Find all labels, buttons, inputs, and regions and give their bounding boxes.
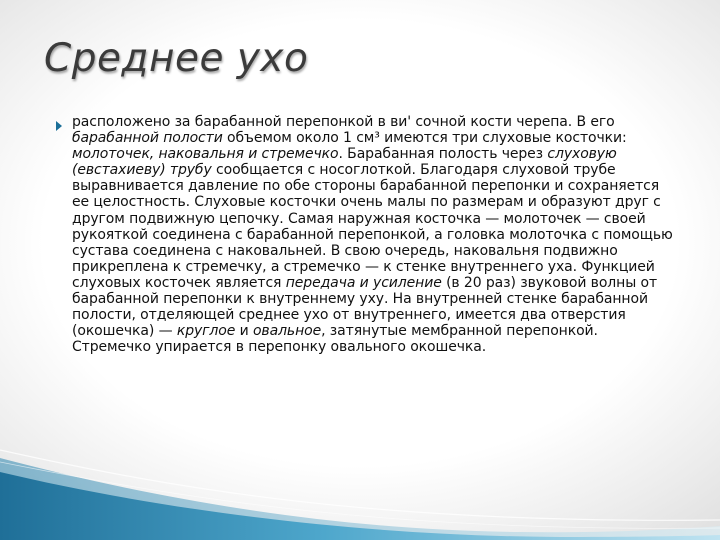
decorative-wave [0,440,720,540]
emphasized-term: барабанной полости [72,130,223,147]
emphasized-term: молоточек, наковальня и стремечко [72,146,339,163]
emphasized-term: передача и усиление [285,274,442,291]
paragraph-text: расположено за барабанной перепонкой в ви' сочной кости черепа. В его [72,114,615,130]
slide-title: Среднее ухо [44,36,309,81]
paragraph-text: сообщается с носоглоткой. Благодаря слуховой трубе выравнивается давление по обе стороны барабанной перепонки и сохраняется ее целостность. Слуховые косточки очень малы по размерам и образуют друг с другом подвижную цепочку. Самая наружная косточка — молоточек — своей рукояткой соединена с барабанной перепонкой, а головка молоточка с помощью сустава соединена с наковальней. В свою очередь, наковальня подвижно прикреплена к стремечку, а стремечко — к стенке внутреннего уха. Функцией слуховых косточек является [72,162,673,291]
emphasized-term: слуховую (евстахиеву) трубу [72,146,617,179]
paragraph-text: (в 20 раз) звуковой волны от барабанной перепонки к внутреннему уху. На внутренней стенке барабанной полости, отделяющей среднее ухо от внутреннего, имеется два отверстия (окошечка) — [72,274,658,340]
body-paragraph [72,114,678,355]
paragraph-text: . Барабанная полость через [338,146,548,163]
emphasized-term: овальное [252,323,322,340]
triangle-bullet-icon [56,121,62,131]
paragraph-text: объемом около 1 см³ имеются три слуховые косточки: [222,130,627,147]
paragraph-text: и [235,323,253,340]
emphasized-term: круглое [176,323,236,340]
paragraph-text: , затянутые мембранной перепонкой. Стремечко упирается в перепонку овального окошечка. [72,323,598,356]
